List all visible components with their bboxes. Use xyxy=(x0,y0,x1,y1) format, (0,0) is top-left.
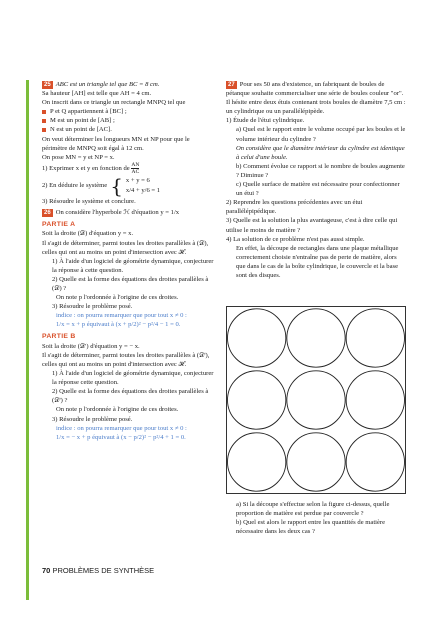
q1-text: 1) Exprimer x et y en fonction de xyxy=(42,164,130,172)
disc-circle xyxy=(346,309,404,367)
ex25-line1: ABC est un triangle tel que BC = 8 cm. xyxy=(55,81,160,88)
ex26-b-q2b: On note p l'ordonnée à l'origine de ces droites. xyxy=(56,406,179,414)
bullet-text: M est un point de [AB] ; xyxy=(50,117,115,125)
ex27-q4-sub xyxy=(226,500,407,536)
system-eq2: x/4 + y/6 = 1 xyxy=(125,186,161,194)
ex26-a2: Il s'agit de déterminer, parmi toutes les droites parallèles à (𝒟), celles qui ont au moins un point d'intersection avec ℋ. xyxy=(42,239,209,256)
ex26-b1: Soit la droite (𝒟') d'équation y = − x. xyxy=(42,342,140,350)
ex27-q4c: b) Quel est alors le rapport entre les quantités de matière nécessaire dans les deux cas ? xyxy=(236,519,386,536)
ex27-q1c: c) Quelle surface de matière est nécessaire pour confectionner un étui ? xyxy=(236,181,400,198)
bullet-icon xyxy=(42,128,46,132)
bullet-text: N est un point de [AC]. xyxy=(50,126,112,134)
ex26-b2: Il s'agit de déterminer, parmi toutes les droites parallèles à (𝒟'), celles qui ont au moins un point d'intersection avec ℋ. xyxy=(42,351,210,368)
q2-text: 2) En déduire le système xyxy=(42,182,108,190)
page-footer xyxy=(42,566,154,576)
disc-circle xyxy=(228,371,286,429)
ex26-number: 26 xyxy=(44,209,51,216)
disc-circle xyxy=(287,433,345,491)
ex25-q3: 3) Résoudre le système et conclure. xyxy=(42,197,136,205)
ex27-intro xyxy=(226,80,407,116)
ex27-q2: 2) Reprendre les questions précédentes avec un étui parallélépipédique. xyxy=(226,199,363,216)
q1-fraction xyxy=(131,162,139,175)
margin-rule xyxy=(26,80,29,600)
ex26-part-b: PARTIE B xyxy=(42,333,76,341)
ex27-q4: 4) La solution de ce problème n'est pas aussi simple. xyxy=(226,235,365,243)
ex26-b-eq: 1/x = − x + p équivaut à (x − p/2)² − p²/4 + 1 = 0. xyxy=(56,433,186,441)
ex27-number: 27 xyxy=(228,82,235,88)
ex26-a-q3: 3) Résoudre le problème posé. xyxy=(52,303,133,311)
circles-figure xyxy=(226,306,406,494)
ex27-q4b: En effet, la découpe de rectangles dans une plaque métallique correctement choisie n'entraîne pas de perte de matière, alors que dans le cas de la boîte cylindrique, le couvercle et la base sont des disques. xyxy=(236,244,399,279)
ex25-q2 xyxy=(42,173,216,198)
frac-num: AN xyxy=(131,161,140,168)
ex25-line4: On veut déterminer les longueurs MN et NP pour que le périmètre de MNPQ soit égal à 12 cm. xyxy=(42,135,190,152)
bullet-icon xyxy=(42,110,46,114)
ex26-a-q2: 2) Quelle est la forme des équations des droites parallèles à (𝒟) ? xyxy=(52,275,209,292)
footer-title: PROBLÈMES DE SYNTHÈSE xyxy=(52,566,155,575)
ex25-number: 25 xyxy=(44,82,51,88)
ex26-b-q2: 2) Quelle est la forme des équations des droites parallèles à (𝒟') ? xyxy=(52,388,209,405)
ex27-q3: 3) Quelle est la solution la plus avantageuse, c'est à dire celle qui utilise le moins de matière ? xyxy=(226,217,398,234)
ex26-a-hint: indice : on pourra remarquer que pour tout x ≠ 0 : xyxy=(56,312,187,320)
ex26-part-a: PARTIE A xyxy=(42,221,76,229)
ex27-q4a: a) Si la découpe s'effectue selon la figure ci-dessus, quelle proportion de matière est perdue par couvercle ? xyxy=(236,501,390,518)
ex25-line3: On inscrit dans ce triangle un rectangle MNPQ tel que xyxy=(42,99,186,107)
disc-circle xyxy=(228,433,286,491)
disc-circle xyxy=(346,371,404,429)
ex26-b-q1: 1) À l'aide d'un logiciel de géométrie dynamique, conjecturer la réponse cette question. xyxy=(52,370,214,387)
bullet-icon xyxy=(42,119,46,123)
ex27-q1: 1) Étude de l'étui cylindrique. xyxy=(226,117,305,125)
ex27-q1a: a) Quel est le rapport entre le volume occupé par les boules et le volume intérieur du cylindre ? xyxy=(236,126,406,143)
disc-circle xyxy=(287,371,345,429)
ex25-intro xyxy=(42,80,216,89)
disc-circle xyxy=(287,309,345,367)
system-eq1: x + y = 6 xyxy=(125,176,150,184)
ex25-q1 xyxy=(42,162,216,175)
disc-circle xyxy=(228,309,286,367)
ex26-b-hint: indice : on pourra remarquer que pour tout x ≠ 0 : xyxy=(56,424,187,432)
ex25-bullet1 xyxy=(42,107,216,116)
frac-den: AC xyxy=(131,168,140,175)
right-column xyxy=(226,80,407,280)
ex26-b-q3: 3) Résoudre le problème posé. xyxy=(52,415,133,423)
ex25-bullet3 xyxy=(42,125,216,134)
ex26-a-q2b: On note p l'ordonnée à l'origine de ces droites. xyxy=(56,294,179,302)
ex27-intro-text: Pour ses 50 ans d'existence, un fabriquant de boules de pétanque souhaite commercialiser une série de boules couleur "or". Il hésite entre deux étuis contenant trois boules de diamètre 7,5 cm : un cylindrique ou un parallélépipède. xyxy=(226,81,406,116)
ex26-intro-text: On considère l'hyperbole ℋ d'équation y = xyxy=(55,208,170,216)
disc-circle xyxy=(346,433,404,491)
ex27-q1a-note: On considère que le diamètre intérieur du cylindre est identique à celui d'une boule. xyxy=(236,144,405,161)
ex26-a-q1: 1) À l'aide d'un logiciel de géométrie dynamique, conjecturer la réponse à cette question. xyxy=(52,257,214,274)
system xyxy=(126,176,160,196)
bullet-text: P et Q appartiennent à [BC] ; xyxy=(50,108,127,116)
ex27-q1b: b) Comment évolue ce rapport si le nombre de boules augmente ? Diminue ? xyxy=(236,162,405,179)
ex25-line5: On pose MN = y et NP = x. xyxy=(42,153,115,161)
ex26-a-eq: 1/x = x + p équivaut à (x + p/2)² − p²/4 − 1 = 0. xyxy=(56,321,181,329)
ex25-line2: Sa hauteur [AH] est telle que AH = 4 cm. xyxy=(42,90,152,98)
ex26-intro-frac: 1/x xyxy=(170,208,180,216)
ex26-a1: Soit la droite (𝒟) d'équation y = x. xyxy=(42,230,134,238)
page-number: 70 xyxy=(42,566,51,575)
left-column xyxy=(42,80,216,442)
circles-svg xyxy=(227,307,405,493)
brace-icon: { xyxy=(110,173,123,198)
ex25-bullet2 xyxy=(42,116,216,125)
ex26-intro xyxy=(42,208,216,217)
